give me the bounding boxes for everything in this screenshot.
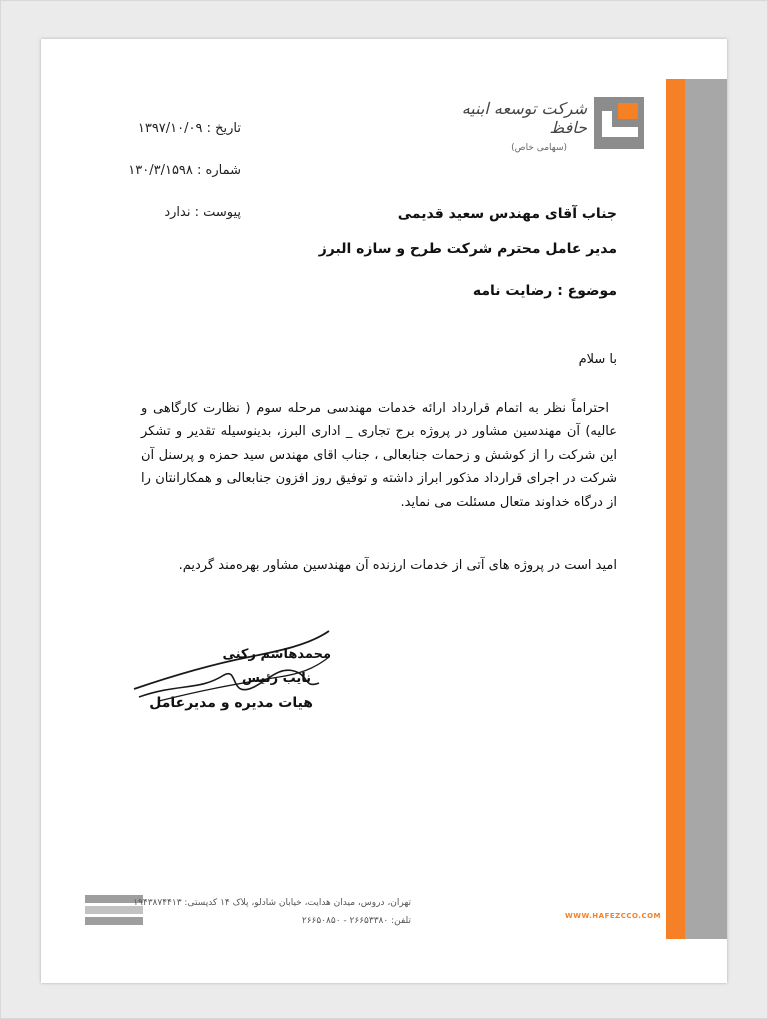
company-name-block [461,99,587,153]
footer-contact [111,894,411,930]
company-type: (سهامی خاص) [511,143,567,153]
letter-attachment: پیوست : ندارد [164,205,241,220]
company-name: شرکت توسعه ابنیه حافظ [461,99,587,137]
letter-number: شماره : ۱۳۰/۳/۱۵۹۸ [128,163,241,178]
signatory-board: هیات مدیره و مدیرعامل [149,695,313,711]
letter-subject: موضوع : رضایت نامه [472,283,617,299]
footer-address: تهران، دروس، میدان هدایت، خیابان شادلو، پلاک ۱۴ کدپستی: ۱۹۴۳۸۷۴۴۱۳ [133,898,411,908]
orange-side-stripe [666,79,685,939]
recipient-name: جناب آقای مهندس سعید قدیمی [397,206,617,222]
footer-phone: تلفن: ۲۶۶۵۳۳۸۰ - ۲۶۶۵۰۸۵۰ [301,916,411,926]
signatory-title: نایب رئیس [242,671,311,686]
body-paragraph: احتراماً نظر به اتمام قرارداد ارائه خدمات مهندسی مرحله سوم ( نظارت کارگاهی و عالیه) آن مهندسین مشاور در پروژه برج تجاری _ اداری البرز، بدینوسیله تقدیر و تشکر این شرکت را از کوشش و زحمات جنابعالی ، جناب اقای مهندس سید حمزه و پرسنل آن شرکت در اجرای قرارداد مذکور ابراز داشته و توفیق روز افزون جنابعالی و همکارانتان را از درگاه خداوند متعال مسئلت می نماید. [141,401,617,510]
signatory-name: محمدهاشم رکنی [222,647,331,662]
letter-sheet [41,39,727,983]
recipient-title: مدیر عامل محترم شرکت طرح و سازه البرز [318,241,617,257]
letter-date: تاریخ : ۱۳۹۷/۱۰/۰۹ [137,121,241,136]
greeting: با سلام [578,352,617,367]
closing-sentence: امید است در پروژه های آتی از خدمات ارزنده آن مهندسین مشاور بهره‌مند گردیم. [178,558,617,573]
company-logo-icon [594,97,644,149]
gray-side-stripe [685,79,727,939]
footer-website: WWW.HAFEZCCO.COM [565,912,661,920]
